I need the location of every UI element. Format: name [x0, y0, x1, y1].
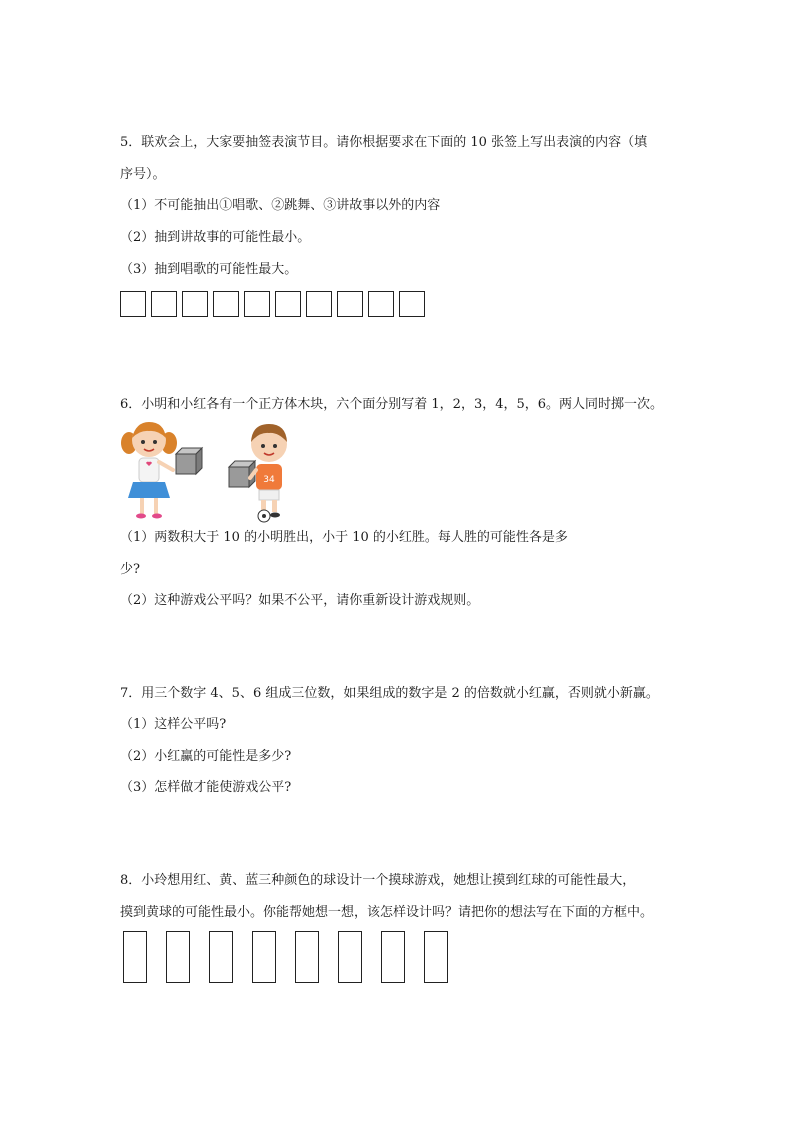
q8-answer-box[interactable]: [166, 931, 190, 983]
q5-text-line2: 序号）。: [120, 167, 166, 182]
q8-answer-box[interactable]: [295, 931, 319, 983]
q8-answer-box[interactable]: [209, 931, 233, 983]
q8-answer-box[interactable]: [381, 931, 405, 983]
q8-answer-box[interactable]: [424, 931, 448, 983]
q8-answer-box[interactable]: [338, 931, 362, 983]
q5-sub-2: （2）抽到讲故事的可能性最小。: [120, 230, 311, 245]
children-with-cubes-illustration: [118, 418, 298, 524]
q5-sub-3: （3）抽到唱歌的可能性最大。: [120, 262, 298, 277]
q5-text-line1: 5．联欢会上，大家要抽签表演节目。请你根据要求在下面的 10 张签上写出表演的内容（填: [120, 135, 648, 150]
q5-answer-box[interactable]: [244, 291, 270, 317]
q5-answer-box[interactable]: [306, 291, 332, 317]
q6-sub-2: （2）这种游戏公平吗？如果不公平，请你重新设计游戏规则。: [120, 593, 480, 608]
boy-figure: [250, 424, 287, 522]
q8-text-line2: 摸到黄球的可能性最小。你能帮她想一想，该怎样设计吗？请把你的想法写在下面的方框中。: [120, 905, 654, 920]
q6-text-line1: 6．小明和小红各有一个正方体木块，六个面分别写着 1，2，3，4，5，6。两人同时掷一次。: [120, 397, 664, 412]
girl-figure: [121, 422, 177, 519]
q6-sub-1a: （1）两数积大于 10 的小明胜出，小于 10 的小红胜。每人胜的可能性各是多: [120, 530, 568, 545]
q5-answer-box[interactable]: [399, 291, 425, 317]
q7-sub-1: （1）这样公平吗?: [120, 717, 227, 732]
q5-answer-box[interactable]: [368, 291, 394, 317]
q7-sub-3: （3）怎样做才能使游戏公平?: [120, 780, 292, 795]
q5-sub-1: （1）不可能抽出①唱歌、②跳舞、③讲故事以外的内容: [120, 198, 441, 213]
q7-sub-2: （2）小红赢的可能性是多少?: [120, 749, 292, 764]
q5-answer-box[interactable]: [337, 291, 363, 317]
q5-answer-box[interactable]: [151, 291, 177, 317]
shirt-number: 34: [263, 475, 275, 485]
q5-answer-boxes: [120, 291, 430, 317]
q8-answer-box[interactable]: [252, 931, 276, 983]
q5-answer-box[interactable]: [213, 291, 239, 317]
q5-answer-box[interactable]: [120, 291, 146, 317]
q8-text-line1: 8．小玲想用红、黄、蓝三种颜色的球设计一个摸球游戏，她想让摸到红球的可能性最大，: [120, 873, 636, 888]
q8-answer-box[interactable]: [123, 931, 147, 983]
q5-answer-box[interactable]: [182, 291, 208, 317]
cube-icon: [176, 448, 202, 474]
q7-text-line1: 7．用三个数字 4、5、6 组成三位数，如果组成的数字是 2 的倍数就小红赢，否则就小新赢。: [120, 686, 659, 701]
q5-answer-box[interactable]: [275, 291, 301, 317]
q8-answer-boxes: [123, 931, 467, 983]
q6-sub-1b: 少?: [120, 562, 140, 577]
